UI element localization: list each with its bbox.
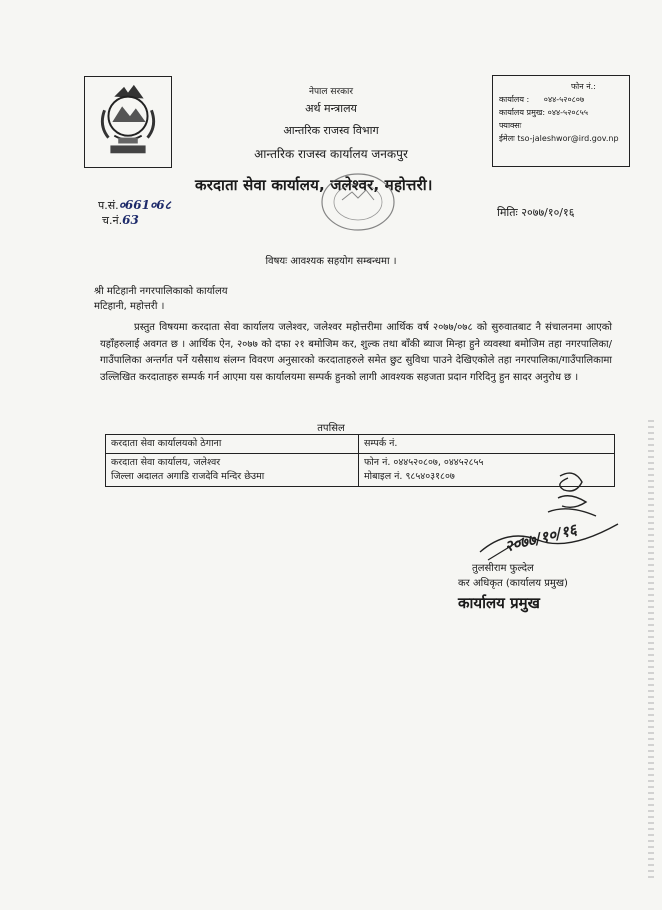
header-line1: नेपाल सरकार [308,87,354,97]
ps-value: ०661०6८ [118,198,171,212]
cn-value: 63 [122,213,139,227]
email-value: tso-jaleshwor@ird.gov.np [517,134,619,143]
letter-date [497,205,574,220]
signatory-name: तुलसीराम फुल्देल [472,563,534,574]
signature-date: २०७७/१०/१६ [502,520,579,556]
table-header-contact: सम्पर्क नं. [359,435,615,454]
recipient-line2: मटिहानी, महोत्तरी । [94,301,165,312]
table-title: तपसिल [317,423,345,434]
office-chief-stamp: कार्यालय प्रमुख [458,594,540,612]
header-line4: आन्तरिक राजस्व कार्यालय जनकपुर [254,147,408,161]
header-line3: आन्तरिक राजस्व विभाग [283,124,379,137]
table-cell-address [106,454,359,487]
table-header-row [106,435,615,454]
contact-line1: फोन नं. ०४४५२०८०७, ०४४५२८५५ [364,457,484,468]
office-number: ०४४-५२०८०७ [543,95,585,104]
email-label: ईमेलः [499,134,515,143]
signature-image [478,468,628,568]
office-label: कार्यालय : [499,95,530,104]
address-line2: जिल्ला अदालत अगाडि राजदेवि मन्दिर छेउमा [111,471,265,482]
office-seal-icon [318,170,398,234]
recipient-line1: श्री मटिहानी नगरपालिकाको कार्यालय [94,286,228,297]
ps-label: प.सं. [98,199,119,212]
chief-label: कार्यालय प्रमुख: [499,108,546,117]
ps-number [98,196,171,213]
date-value: २०७७/१०/१६ [521,206,575,219]
office-phone-row [499,93,625,106]
phone-label: फोन नं.: [571,82,596,91]
table-header-address: करदाता सेवा कार्यालयको ठेगाना [106,435,359,454]
chief-phone-row [499,106,625,119]
fax-label: फ्याक्सः [499,121,522,130]
chief-number: ०४४-५२०८५५ [547,108,588,117]
header-line2: अर्थ मन्त्रालय [305,102,357,115]
contact-box [492,75,630,167]
cn-label: च.नं. [102,214,123,227]
email-row [499,132,625,145]
subject-line: विषयः आवश्यक सहयोग सम्बन्धमा । [265,256,397,267]
signatory-designation: कर अधिकृत (कार्यालय प्रमुख) [458,578,568,589]
body-paragraph: प्रस्तुत विषयमा करदाता सेवा कार्यालय जलेश्वर, जलेश्वर महोत्तरीमा आर्थिक वर्ष २०७७/०७८ को सुरुवातबाट नै संचालनमा आएको यहाँहरुलाई अवगत छ । आर्थिक ऐन, २०७७ को दफा २१ बमोजिम कर, शुल्क तथा बाँकी ब्याज मिन्हा हुने व्यवस्था बमोजिम तहा नगरपालिका/गाउँपालिका अन्तर्गत पर्ने यसैसाथ संलग्न विवरण अनुसारको करदाताहरुले समेत छुट सुविधा पाउने देखिएकोले तहा नगरपालिका/गाउँपालिकामा उल्लिखित करदाताहरु सम्पर्क गर्न आएमा यस कार्यालयमा सम्पर्क हुनको लागी आवश्यक सहजता प्रदान गरिदिनु हुन सादर अनुरोध छ । [100,322,612,383]
office-title: करदाता सेवा कार्यालय, जलेश्वर, महोत्तरी। [195,176,433,194]
contact-line2: मोबाइल नं. ९८५४०३१८०७ [364,471,455,482]
date-label: मितिः [497,206,518,219]
address-line1: करदाता सेवा कार्यालय, जलेश्वर [111,457,221,468]
cn-number [102,213,139,228]
scan-edge-artifact [648,420,654,880]
